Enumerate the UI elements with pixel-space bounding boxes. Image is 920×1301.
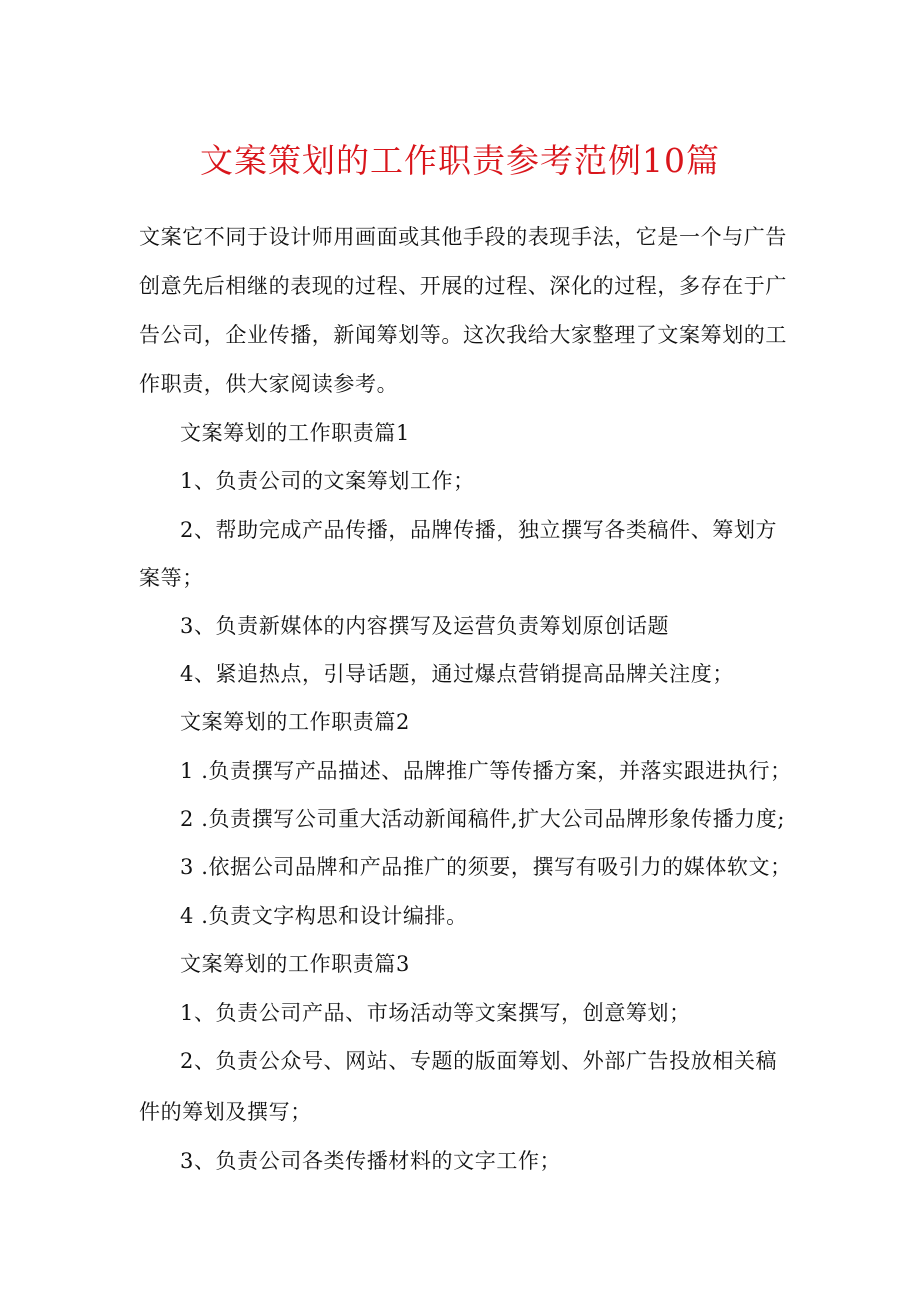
- list-item: 1、负责公司的文案筹划工作；: [180, 469, 475, 493]
- section-heading-1: 文案筹划的工作职责篇1: [180, 421, 410, 445]
- intro-line-4: 作职责，供大家阅读参考。: [139, 372, 399, 396]
- intro-line-3: 告公司，企业传播，新闻筹划等。这次我给大家整理了文案筹划的工: [139, 323, 787, 347]
- list-item: 2、负责公众号、网站、专题的版面筹划、外部广告投放相关稿: [180, 1049, 778, 1073]
- list-item: 2 .负责撰写公司重大活动新闻稿件,扩大公司品牌形象传播力度;: [180, 807, 786, 831]
- list-item-continuation: 案等；: [139, 566, 204, 590]
- list-item: 1、负责公司产品、市场活动等文案撰写，创意筹划；: [180, 1001, 691, 1025]
- intro-line-1: 文案它不同于设计师用画面或其他手段的表现手法，它是一个与广告: [139, 225, 787, 249]
- list-item: 2、帮助完成产品传播，品牌传播，独立撰写各类稿件、筹划方: [180, 518, 778, 542]
- document-title: 文案策划的工作职责参考范例10篇: [200, 141, 720, 180]
- list-item-continuation: 件的筹划及撰写；: [139, 1100, 312, 1124]
- list-item: 3、负责公司各类传播材料的文字工作；: [180, 1149, 562, 1173]
- intro-line-2: 创意先后相继的表现的过程、开展的过程、深化的过程，多存在于广: [139, 274, 787, 298]
- section-heading-2: 文案筹划的工作职责篇2: [180, 710, 410, 734]
- list-item: 3 .依据公司品牌和产品推广的须要，撰写有吸引力的媒体软文；: [180, 855, 792, 879]
- list-item: 4、紧追热点，引导话题，通过爆点营销提高品牌关注度；: [180, 662, 734, 686]
- section-heading-3: 文案筹划的工作职责篇3: [180, 952, 410, 976]
- list-item: 3、负责新媒体的内容撰写及运营负责筹划原创话题: [180, 614, 670, 638]
- list-item: 4 .负责文字构思和设计编排。: [180, 904, 468, 928]
- list-item: 1 .负责撰写产品描述、品牌推广等传播方案，并落实跟进执行；: [180, 759, 792, 783]
